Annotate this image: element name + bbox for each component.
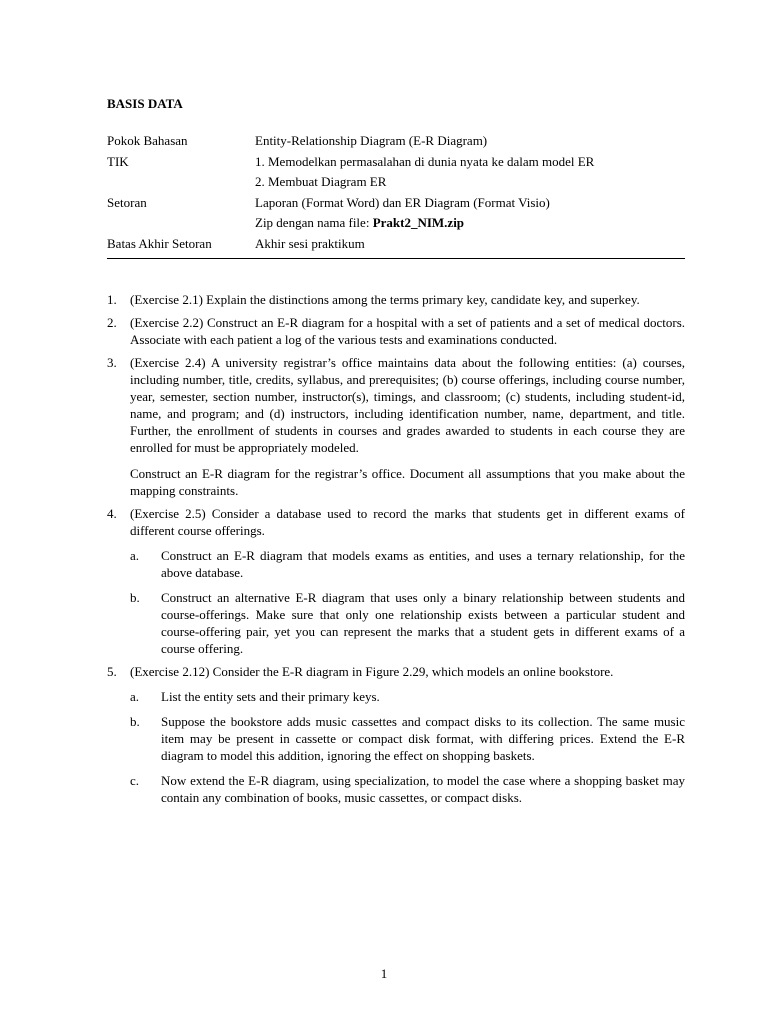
pokok-bahasan-value: Entity-Relationship Diagram (E-R Diagram) [255,133,488,148]
question-1 [107,291,685,308]
document-page [107,94,685,812]
header-divider [107,258,685,259]
question-text: (Exercise 2.2) Construct an E-R diagram for a hospital with a set of patients and a set of medical doctors. Associate with each patient a log of the various tests and examinations conducted. [130,315,685,347]
subquestion-5b [130,713,685,764]
subquestion-4a [130,547,685,581]
question-followup-text: Construct an E-R diagram for the registrar’s office. Document all assumptions that you make about the mapping constraints. [130,466,685,498]
batas-akhir-label: Batas Akhir Setoran [107,235,212,251]
question-4 [107,505,685,657]
subquestion-letter: b. [130,714,140,729]
subquestion-5a [130,688,685,705]
question-number: 3. [107,355,117,370]
question-text: (Exercise 2.4) A university registrar’s office maintains data about the following entities: (a) courses, including number, title, credits, syllabus, and prerequisites; (b) course offerings, including course number, year, semester, section number, instructor(s), timings, and classroom; (c) students, including student-id, name, and program; and (d) instructors, including identification number, name, department, and title. Further, the enrollment of students in courses and grades awarded to students in each course they are enrolled for must be appropriately modeled. [130,355,685,455]
setoran-zip-prefix: Zip dengan nama file: [255,215,373,230]
question-number: 4. [107,506,117,521]
tik-item-1: 1. Memodelkan permasalahan di dunia nyata ke dalam model ER [255,153,595,169]
subquestion-text: Construct an alternative E-R diagram that uses only a binary relationship between students and course-offerings. Make sure that only one relationship exists between a particular student and course-offering pair, yet you can represent the marks that a student gets in different exams of a course offering. [161,590,685,656]
info-table [107,131,685,254]
question-number: 2. [107,315,117,330]
question-list [107,291,685,806]
document-title: BASIS DATA [107,96,183,111]
setoran-item-1: Laporan (Format Word) dan ER Diagram (Format Visio) [255,194,550,210]
subquestion-text: List the entity sets and their primary keys. [161,689,380,704]
setoran-label: Setoran [107,194,147,210]
question-text: (Exercise 2.1) Explain the distinctions among the terms primary key, candidate key, and superkey. [130,292,640,307]
question-2 [107,314,685,348]
question-text: (Exercise 2.12) Consider the E-R diagram in Figure 2.29, which models an online bookstore. [130,664,614,679]
question-text: (Exercise 2.5) Consider a database used to record the marks that students get in different exams of different course offerings. [130,506,685,538]
question-number: 1. [107,292,117,307]
question-5 [107,663,685,806]
subquestion-letter: a. [130,548,140,563]
question-number: 5. [107,664,117,679]
subquestion-letter: c. [130,773,140,788]
subquestion-letter: a. [130,689,140,704]
subquestion-list [130,547,685,657]
page-number: 1 [380,966,388,981]
pokok-bahasan-label: Pokok Bahasan [107,133,188,148]
setoran-zip-filename: Prakt2_NIM.zip [372,215,465,230]
subquestion-5c [130,772,685,806]
setoran-item-2 [255,213,685,234]
subquestion-text: Now extend the E-R diagram, using specialization, to model the case where a shopping basket may contain any combination of books, music cassettes, or compact disks. [161,773,685,805]
batas-akhir-value: Akhir sesi praktikum [255,235,365,251]
tik-label: TIK [107,153,129,169]
tik-spacer [107,172,255,193]
subquestion-text: Construct an E-R diagram that models exams as entities, and uses a ternary relationship, for the above database. [161,548,685,580]
setoran-spacer [107,213,255,234]
subquestion-list [130,688,685,806]
subquestion-text: Suppose the bookstore adds music cassettes and compact disks to its collection. The same music item may be present in cassette or compact disk format, with differing prices. Extend the E-R diagram to model this addition, ignoring the effect on shopping baskets. [161,714,685,763]
subquestion-4b [130,589,685,657]
subquestion-letter: b. [130,590,140,605]
tik-item-2: 2. Membuat Diagram ER [255,174,387,189]
question-3 [107,354,685,499]
